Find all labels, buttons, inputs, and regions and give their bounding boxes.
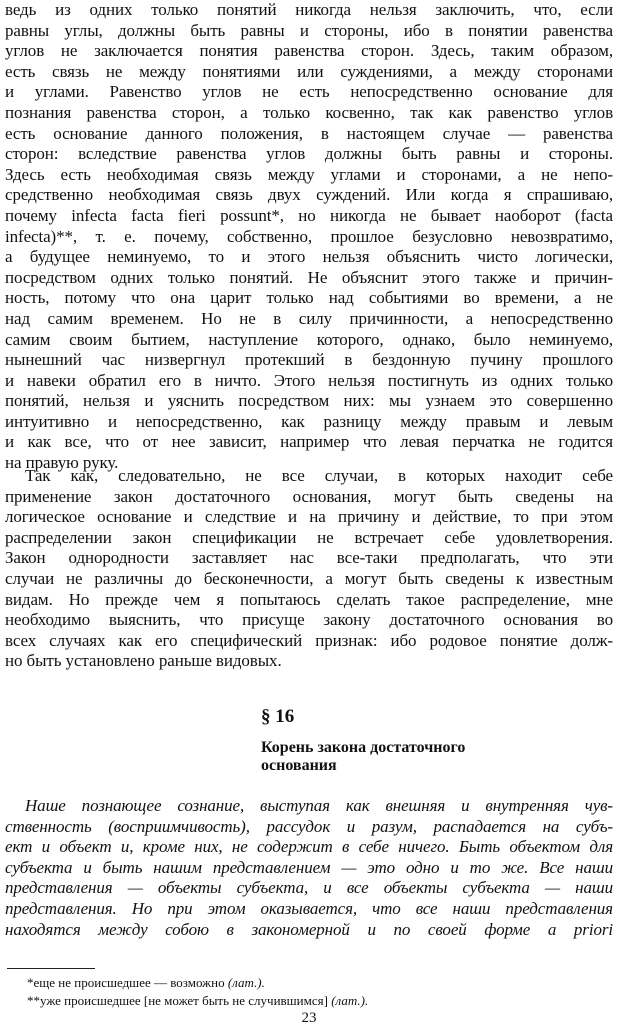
footnote-1-text: *еще не происшедшее — возможно	[27, 975, 225, 990]
footnote-2	[27, 992, 368, 1010]
text-line: и как все, что от нее зависит, например что левая перчатка не годится	[5, 432, 613, 452]
text-line: равны углы, должны быть равны и стороны, ибо в понятии равенства	[5, 20, 613, 40]
text-line: infecta)**, т. е. почему, собственно, прошлое безусловно невозвратимо,	[5, 226, 613, 246]
text-line: интуитивно и непосредственно, как разницу между правым и левым	[5, 411, 613, 431]
footnote-1	[27, 974, 368, 992]
text-line: представления — объекты субъекта, и все объекты субъекта — наши	[5, 878, 613, 898]
text-line: логическое основание и следствие и на причину и действие, то при этом	[5, 507, 613, 527]
text-line: применение закон достаточного основания, могут быть сведены на	[5, 486, 613, 506]
footnote-2-text: **уже происшедшее [не может быть не случившимся]	[27, 993, 328, 1008]
text-line: средственно необходимая связь двух суждений. Или когда я спрашиваю,	[5, 185, 613, 205]
text-line: ность, потому что она царит только над событиями во времени, а не	[5, 288, 613, 308]
text-line: но быть установлено раньше видовых.	[5, 651, 282, 671]
text-line: и углами. Равенство углов не есть непосредственно основание для	[5, 82, 613, 102]
page-number: 23	[301, 1010, 317, 1026]
section-title-line: основания	[261, 757, 337, 774]
text-line: понятий, нельзя и уяснить посредством них: мы узнаем это совершенно	[5, 391, 613, 411]
paragraph-continued	[5, 0, 613, 474]
text-line: ственность (восприимчивость), рассудок и разум, распадается на субъ-	[5, 816, 613, 836]
text-line: самим своим бытием, наступление которого, однако, было неминуемо,	[5, 329, 613, 349]
text-line: познания равенства сторон, а только косвенно, так как равенство углов	[5, 102, 613, 122]
footnote-1-note: (лат.).	[227, 975, 265, 990]
text-line: почему infecta facta fieri possunt*, но никогда не бывает наоборот (facta	[5, 205, 613, 225]
text-line: находятся между собою в закономерной и по своей форме a priori	[5, 919, 613, 939]
text-line: распределении закон спецификации не встречает себе удовлетворения.	[5, 527, 613, 547]
text-line: Закон однородности заставляет нас все-таки предполагать, что эти	[5, 548, 613, 568]
book-page	[5, 0, 613, 1032]
text-line: есть основание данного положения, в настоящем случае — равенства	[5, 123, 613, 143]
section-number: § 16	[261, 706, 295, 727]
text-line: и навеки обратил его в ничто. Этого нельзя постигнуть из одних только	[5, 370, 613, 390]
text-line: представления. Но при этом оказывается, что все наши представления	[5, 898, 613, 918]
text-line: ект и объект и, кроме них, не содержит в себе ничего. Быть объектом для	[5, 837, 613, 857]
text-line: на правую руку.	[5, 453, 119, 473]
paragraph-italic	[5, 796, 613, 940]
text-line: случаи не различны до бесконечности, а могут быть сведены к известным	[5, 568, 613, 588]
text-line: посредством одних только понятий. Не объяснит этого также и причин-	[5, 267, 613, 287]
text-line: сторон: вследствие равенства углов должны быть равны и стороны.	[5, 144, 613, 164]
footnote-2-note: (лат.).	[331, 993, 369, 1008]
text-line: Здесь есть необходимая связь между углами и сторонами, а не непо-	[5, 164, 613, 184]
text-line: а будущее неминуемо, то и этого нельзя объяснить чисто логически,	[5, 247, 613, 267]
text-line: необходимо выяснить, что присуще закону достаточного основания во	[5, 610, 613, 630]
text-line: видам. Но прежде чем я попытаюсь сделать такое распределение, мне	[5, 589, 613, 609]
paragraph	[5, 466, 613, 672]
text-line: над самим временем. Но не в силу причинности, а непосредственно	[5, 308, 613, 328]
text-line: субъекта и быть нашим представлением — это одно и то же. Все наши	[5, 857, 613, 877]
text-line: есть связь не между понятиями или суждениями, а между сторонами	[5, 61, 613, 81]
section-title-line: Корень закона достаточного	[261, 739, 466, 756]
text-line: нынешний час низвергнул протекший в бездонную пучину прошлого	[5, 350, 613, 370]
footnote-divider	[7, 968, 95, 969]
text-line: углов не заключается понятия равенства сторон. Здесь, таким образом,	[5, 41, 613, 61]
section-title	[261, 739, 511, 775]
text-line: Наше познающее сознание, выступая как внешняя и внутренняя чув-	[25, 796, 613, 815]
footnotes	[27, 974, 368, 1010]
text-line: ведь из одних только понятий никогда нельзя заключить, что, если	[5, 0, 613, 19]
text-line: всех случаях как его специфический признак: ибо родовое понятие долж-	[5, 630, 613, 650]
text-line: Так как, следовательно, не все случаи, в которых находит себе	[25, 466, 613, 485]
